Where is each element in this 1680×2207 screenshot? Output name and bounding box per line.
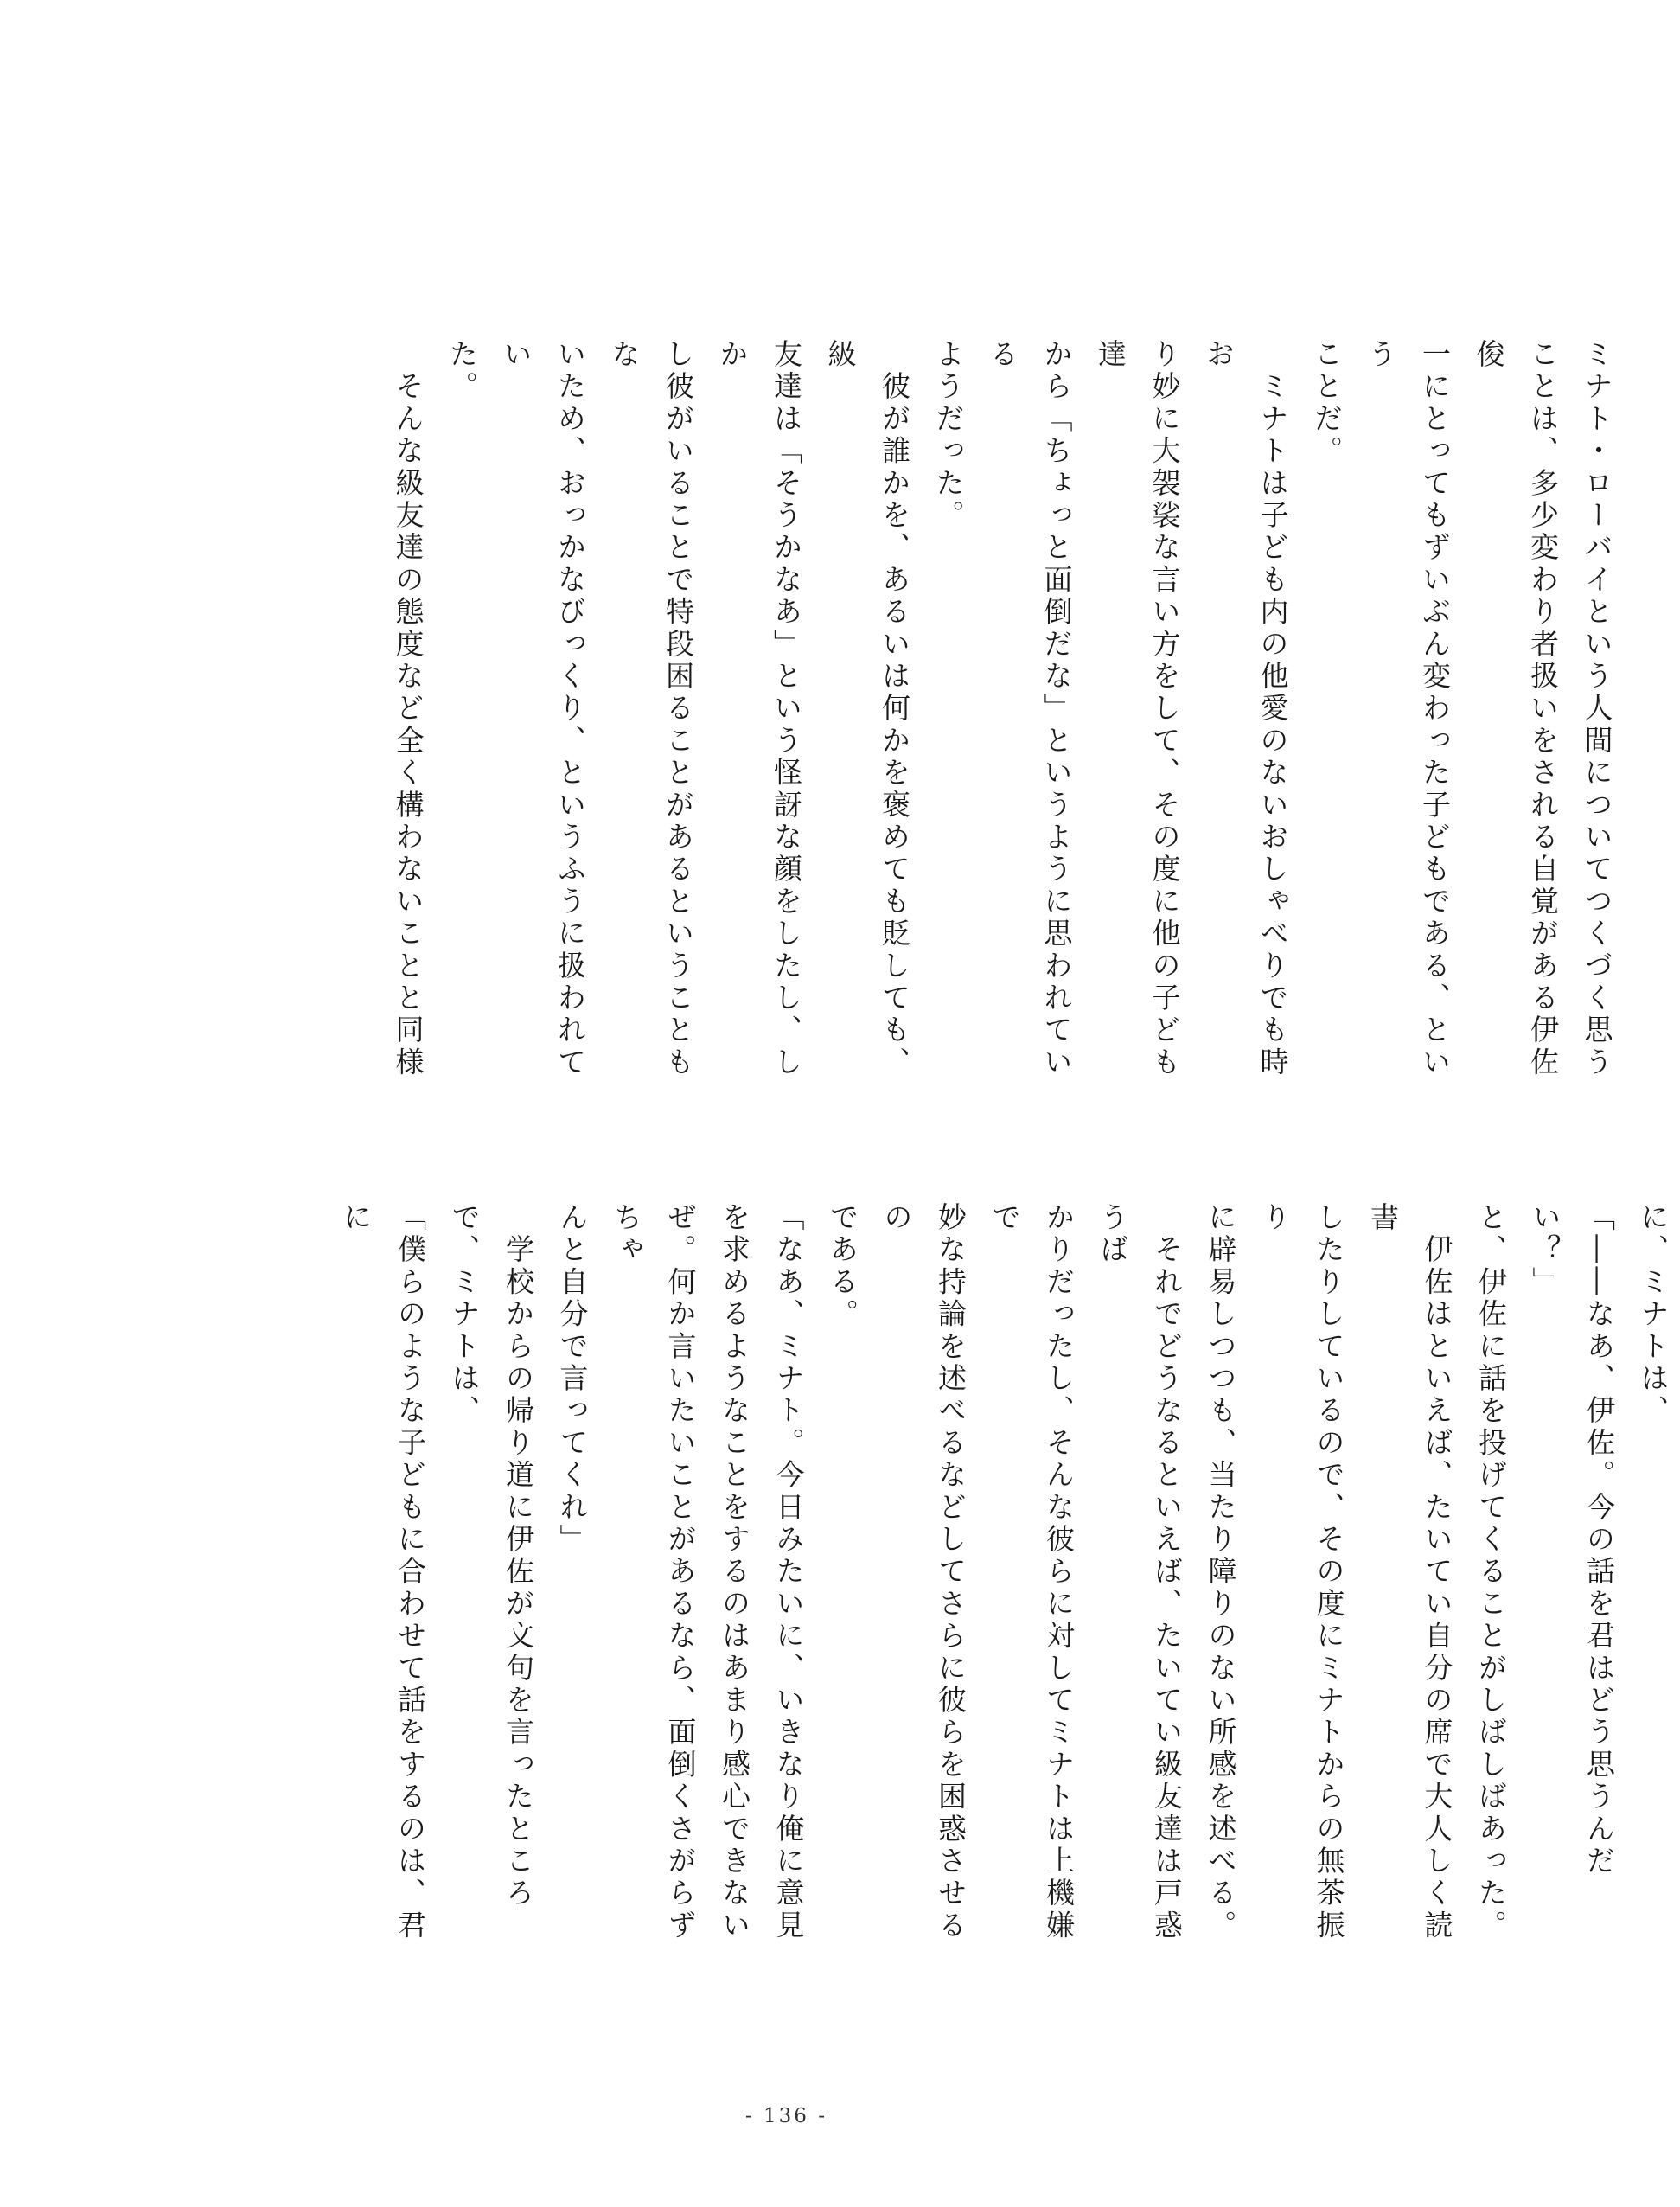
text-line: ことは、多少変わり者扱いをされる自覚がある伊佐俊 <box>1472 339 1560 1079</box>
text-line: と、伊佐に話を投げてくることがしばしばあった。 <box>1474 1202 1508 1942</box>
text-line: た。 <box>445 339 479 404</box>
text-line: 「僕らのような子どもに合わせて話をするのは、君に <box>339 1202 427 1942</box>
text-line: 一にとってもずいぶん変わった子どもである、という <box>1364 339 1452 1079</box>
text-line: である。 <box>826 1202 859 1331</box>
text-line: に、ミナトは、 <box>1636 1202 1670 1428</box>
lower-text-block <box>329 1202 1680 1948</box>
text-line: ことだ。 <box>1310 339 1344 468</box>
text-line: 伊佐はといえば、たいてい自分の席で大人しく読書 <box>1366 1202 1454 1942</box>
text-line: 学校からの帰り道に伊佐が文句を言ったところ <box>501 1202 535 1910</box>
text-line: に辟易しつつも、当たり障りのない所感を述べる。 <box>1204 1202 1238 1942</box>
text-line: 「――なあ、伊佐。今の話を君はどう思うんだい？」 <box>1528 1202 1616 1878</box>
text-line: いため、おっかなびっくり、というふうに扱われてい <box>499 339 587 1079</box>
text-line: から「ちょっと面倒だな」というように思われている <box>986 339 1074 1079</box>
text-line: ようだった。 <box>931 339 966 533</box>
text-line: 「なあ、ミナト。今日みたいに、いきなり俺に意見 <box>771 1202 806 1942</box>
text-line: それでどうなるといえば、たいてい級友達は戸惑うば <box>1096 1202 1184 1942</box>
page-number: - 136 - <box>744 2105 828 2127</box>
text-line: かりだったし、そんな彼らに対してミナトは上機嫌で <box>987 1202 1076 1942</box>
upper-text-block <box>380 339 1624 1091</box>
text-line: ミナトは子ども内の他愛のないおしゃべりでも時お <box>1202 339 1290 1079</box>
text-line: んと自分で言ってくれ」 <box>555 1202 590 1557</box>
text-line: り妙に大袈裟な言い方をして、その度に他の子ども達 <box>1094 339 1182 1079</box>
text-line: で、ミナトは、 <box>447 1202 482 1428</box>
text-line: 友達は「そうかなあ」という怪訝な顔をしたし、しか <box>715 339 803 1079</box>
text-line: を求めるようなことをするのはあまり感心できない <box>718 1202 751 1942</box>
text-line: したりしているので、その度にミナトからの無茶振り <box>1258 1202 1346 1942</box>
text-line: そんな級友達の態度など全く構わないことと同様 <box>391 339 425 1079</box>
text-line: し彼がいることで特段困ることがあるということもな <box>607 339 695 1079</box>
text-line: 妙な持論を述べるなどしてさらに彼らを困惑させるの <box>879 1202 968 1942</box>
text-line: ぜ。何か言いたいことがあるなら、面倒くさがらずちゃ <box>610 1202 698 1942</box>
text-line: ミナト・ローバイという人間についてつくづく思う <box>1580 339 1614 1079</box>
text-line: 彼が誰かを、あるいは何かを褒めても貶しても、級 <box>823 339 911 1079</box>
